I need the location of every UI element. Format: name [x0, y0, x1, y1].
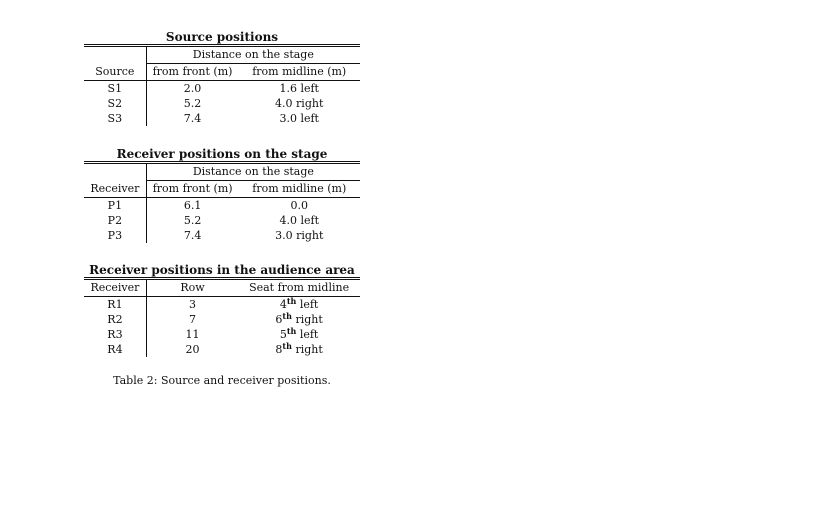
- table-row: [84, 111, 360, 126]
- table-row: [84, 96, 360, 111]
- group-header: Distance on the stage: [146, 163, 360, 181]
- seat-ordinal: th: [286, 296, 297, 306]
- audience-receiver-block: [84, 263, 360, 357]
- column-header: from midline (m): [239, 181, 360, 198]
- column-header: from midline (m): [238, 64, 360, 81]
- table-cell: R3: [84, 327, 146, 342]
- table-cell: 0.0: [290, 199, 308, 212]
- table-cell: 4.0 left: [279, 214, 320, 227]
- seat-side: left: [299, 298, 319, 311]
- seat-cell: [238, 327, 360, 342]
- seat-ordinal: th: [286, 326, 297, 336]
- table-caption: Table 2: Source and receiver positions.: [113, 374, 331, 387]
- seat-number: 6: [275, 313, 283, 326]
- table-cell: 3.0 left: [279, 112, 319, 125]
- source-positions-block: [84, 30, 360, 126]
- table-cell: 1.6 left: [279, 82, 319, 95]
- table-cell: 7.4: [183, 229, 202, 242]
- column-header: from front (m): [146, 64, 238, 81]
- table-cell: 5.2: [183, 97, 202, 110]
- table-cell: 11: [185, 328, 200, 341]
- column-header: Source: [84, 64, 146, 81]
- column-header: Seat from midline: [238, 279, 360, 297]
- table-cell: R1: [84, 297, 146, 313]
- audience-receiver-table: [84, 277, 360, 357]
- seat-side: left: [299, 328, 319, 341]
- table-title: Source positions: [165, 30, 279, 44]
- seat-ordinal: th: [282, 311, 292, 321]
- column-header: Receiver: [84, 181, 146, 198]
- table-cell: 3.0 right: [275, 229, 324, 242]
- table-cell: R2: [84, 312, 146, 327]
- table-cell: 7: [189, 313, 197, 326]
- table-cell: 20: [185, 343, 200, 356]
- source-positions-table: [84, 44, 360, 126]
- table-title: Receiver positions on the stage: [116, 147, 328, 161]
- seat-number: 4: [279, 298, 287, 311]
- table-header-blank: [84, 163, 146, 181]
- column-header: Row: [146, 279, 238, 297]
- table-title: Receiver positions in the audience area: [89, 263, 355, 277]
- stage-receiver-table: [84, 161, 360, 243]
- table-row: [84, 342, 360, 357]
- table-cell: S3: [84, 111, 146, 126]
- table-row: [84, 213, 360, 228]
- table-cell: S2: [84, 96, 146, 111]
- stage-receiver-block: [84, 147, 360, 243]
- table-header-blank: [84, 46, 146, 64]
- table-row: [84, 312, 360, 327]
- seat-cell: [238, 342, 360, 357]
- seat-side: right: [295, 343, 323, 356]
- seat-cell: [238, 297, 360, 313]
- table-row: [84, 81, 360, 97]
- table-cell: 2.0: [183, 82, 202, 95]
- seat-number: 5: [279, 328, 287, 341]
- group-header: Distance on the stage: [146, 46, 360, 64]
- table-row: [84, 297, 360, 313]
- table-cell: 4.0 right: [275, 97, 324, 110]
- column-header: from front (m): [146, 181, 238, 198]
- table-cell: R4: [84, 342, 146, 357]
- table-row: [84, 198, 360, 214]
- table-row: [84, 228, 360, 243]
- seat-cell: [238, 312, 360, 327]
- table-cell: 3: [189, 298, 197, 311]
- table-cell: 5.2: [183, 214, 202, 227]
- seat-ordinal: th: [282, 341, 292, 351]
- seat-number: 8: [275, 343, 283, 356]
- table-cell: S1: [84, 81, 146, 97]
- table-cell: 6.1: [183, 199, 202, 212]
- table-cell: P2: [84, 213, 146, 228]
- table-cell: P1: [84, 198, 146, 214]
- seat-side: right: [295, 313, 323, 326]
- table-cell: P3: [84, 228, 146, 243]
- table-cell: 7.4: [183, 112, 202, 125]
- table-row: [84, 327, 360, 342]
- column-header: Receiver: [84, 279, 146, 297]
